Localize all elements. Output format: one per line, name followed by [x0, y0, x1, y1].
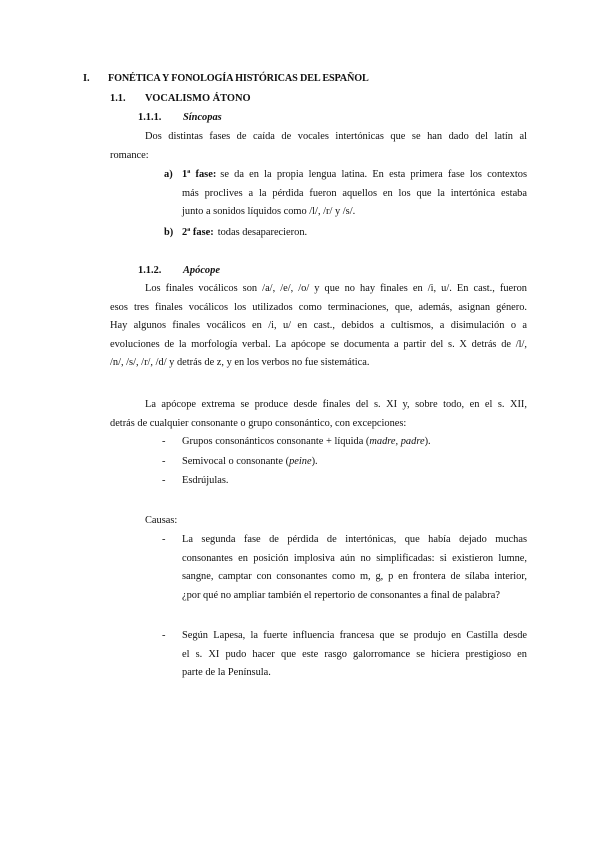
cause-line: el s. XI pudo hacer que este rasgo galorromance se hiciera prestigioso en	[182, 648, 527, 660]
dash-marker: -	[162, 534, 166, 545]
sincopas-intro	[110, 128, 527, 165]
cause-line: Según Lapesa, la fuerte influencia francesa que se produjo en Castilla desde	[182, 630, 527, 641]
paragraph-line: evoluciones de la morfología verbal. La apócope se documenta a partir del s. X detrás de /l/,	[110, 338, 527, 350]
dash-marker: -	[162, 475, 166, 486]
cause-line: consonantes en posición implosiva aún no simplificadas: si existieron lumne,	[182, 552, 527, 564]
list-marker: b)	[164, 227, 174, 238]
paragraph-line: /n/, /s/, /r/, /d/ y detrás de z, y en los verbos no fue sistemática.	[110, 357, 370, 368]
apocope-paragraph-1	[110, 280, 527, 373]
dash-marker: -	[162, 630, 166, 641]
paragraph-line: Los finales vocálicos son /a/, /e/, /o/ y que no hay finales en /i, u/. En cast., fueron	[145, 283, 527, 294]
apocope-title: Apócope	[183, 265, 220, 276]
paragraph-line: detrás de cualquier consonante o grupo consonántico, con excepciones:	[110, 417, 407, 429]
apocope-number: 1.1.2.	[138, 265, 162, 276]
cause-line: ¿por qué no ampliar también el repertorio de consonantes a final de palabra?	[182, 589, 500, 601]
cause-item	[182, 531, 527, 605]
heading2-number: 1.1.	[110, 93, 126, 104]
apocope-paragraph-2	[110, 396, 527, 433]
cause-line: parte de la Península.	[182, 667, 271, 678]
causes-label: Causas:	[145, 515, 178, 526]
paragraph-line: La apócope extrema se produce desde finales del s. XI y, sobre todo, en el s. XII,	[145, 399, 527, 410]
heading1-title: FONÉTICA Y FONOLOGÍA HISTÓRICAS DEL ESPAÑOL	[108, 73, 369, 84]
item-text: junto a sonidos líquidos como /l/, /r/ y /s/.	[182, 206, 356, 217]
item-label: 2ª fase:	[182, 227, 214, 238]
cause-line: sangne, camptar con consonantes como m, g, p en frontera de sílaba interior,	[182, 571, 527, 582]
exception-item: Grupos consonánticos consonante + líquida (madre, padre).	[182, 436, 431, 447]
list-marker: a)	[164, 169, 173, 180]
list-item	[182, 224, 307, 243]
heading1-number: I.	[83, 73, 90, 84]
cause-line: La segunda fase de pérdida de intertónicas, que había dejado muchas	[182, 534, 527, 545]
item-text: más proclives a la pérdida fueron aquellos en los que la intertónica estaba	[182, 187, 527, 199]
heading2-title: VOCALISMO ÁTONO	[145, 93, 251, 104]
paragraph-line: esos tres finales vocálicos los utilizados como terminaciones, que, además, asignan género.	[110, 301, 527, 313]
item-label: 1ª fase:	[182, 169, 217, 180]
dash-marker: -	[162, 436, 166, 447]
sincopas-intro-line: romance:	[110, 149, 149, 161]
list-item	[182, 166, 527, 222]
sincopas-intro-line: Dos distintas fases de caída de vocales intertónicas que se han dado del latín al	[145, 131, 527, 142]
exception-item: Semivocal o consonante (peine).	[182, 456, 318, 467]
item-text: se da en la propia lengua latina. En esta primera fase los contextos	[220, 169, 527, 180]
exception-item: Esdrújulas.	[182, 475, 229, 486]
item-text: todas desaparecieron.	[217, 227, 308, 238]
sincopas-title: Síncopas	[183, 112, 222, 123]
cause-item	[182, 627, 527, 683]
paragraph-line: Hay algunos finales vocálicos en /i, u/ en cast., debidos a cultismos, a disimulación o a	[110, 320, 527, 331]
dash-marker: -	[162, 456, 166, 467]
sincopas-number: 1.1.1.	[138, 112, 162, 123]
